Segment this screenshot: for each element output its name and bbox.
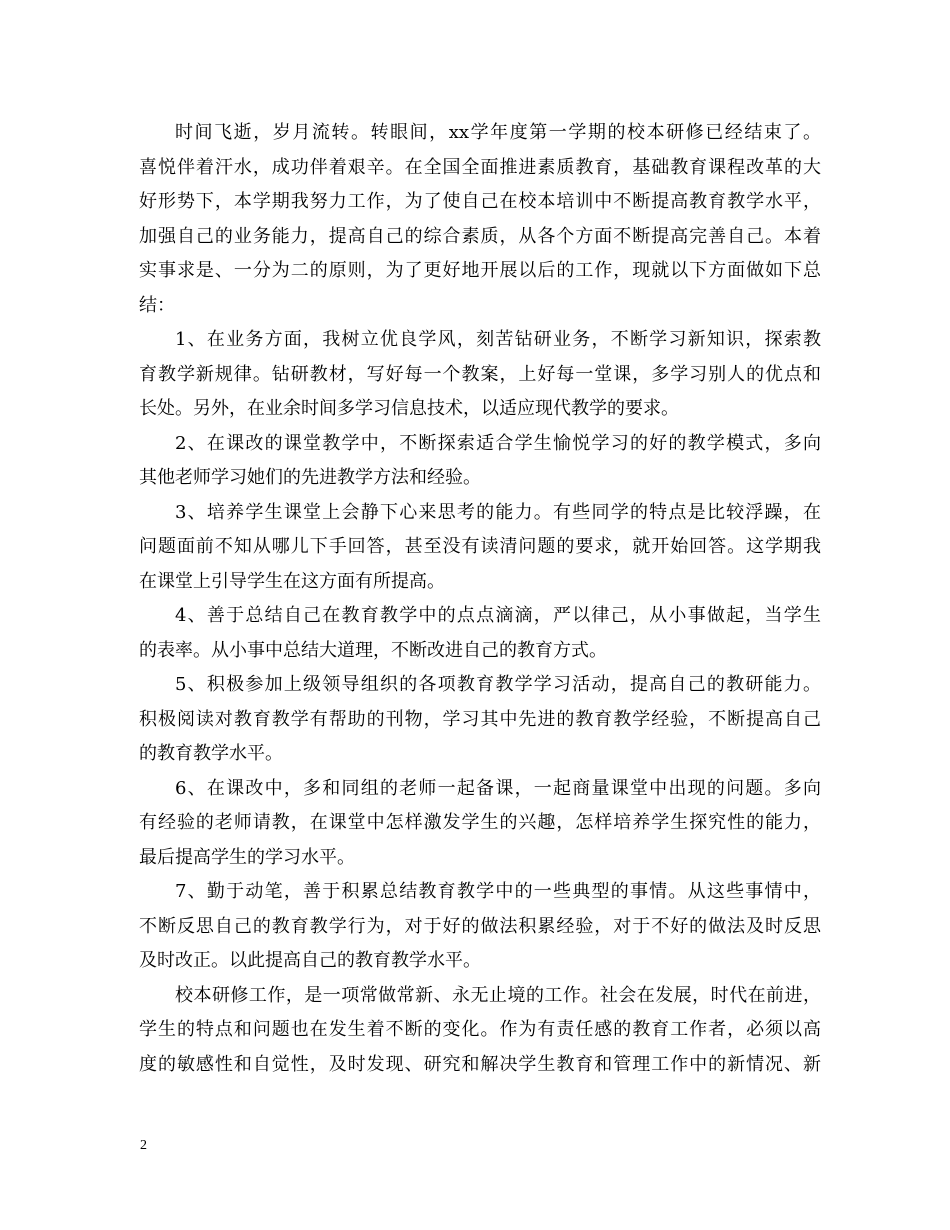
text-line: 好形势下，本学期我努力工作，为了使自己在校本培训中不断提高教育教学水平， (139, 191, 821, 212)
text-line: 6、在课改中，多和同组的老师一起备课，一起商量课堂中出现的问题。多向 (175, 777, 821, 799)
text-line: 实事求是、一分为二的原则，为了更好地开展以后的工作，现就以下方面做如下总 (139, 260, 821, 281)
text-line: 校本研修工作，是一项常做常新、永无止境的工作。社会在发展，时代在前进， (175, 984, 821, 1006)
paragraph-item-7 (139, 875, 821, 979)
paragraph-intro (139, 116, 821, 323)
text-line: 3、培养学生课堂上会静下心来思考的能力。有些同学的特点是比较浮躁，在 (175, 501, 821, 523)
paragraph-item-3 (139, 496, 821, 600)
text-line: 的表率。从小事中总结大道理，不断改进自己的教育方式。 (139, 639, 607, 661)
text-line: 学生的特点和问题也在发生着不断的变化。作为有责任感的教育工作者，必须以高 (139, 1019, 821, 1040)
text-line: 其他老师学习她们的先进教学方法和经验。 (139, 467, 481, 488)
text-line: 有经验的老师请教，在课堂中怎样激发学生的兴趣，怎样培养学生探究性的能力， (139, 812, 821, 833)
paragraph-item-6 (139, 772, 821, 876)
text-line: 1、在业务方面，我树立优良学风，刻苦钻研业务，不断学习新知识，探索教 (175, 329, 821, 350)
document-page (139, 116, 821, 1082)
text-line: 长处。另外，在业余时间多学习信息技术，以适应现代教学的要求。 (139, 398, 679, 419)
text-line: 最后提高学生的学习水平。 (139, 846, 355, 868)
text-line: 的教育教学水平。 (139, 743, 283, 764)
paragraph-item-4 (139, 599, 821, 668)
text-line: 积极阅读对教育教学有帮助的刊物，学习其中先进的教育教学经验，不断提高自己 (139, 708, 821, 730)
text-line: 2、在课改的课堂教学中，不断探索适合学生愉悦学习的好的教学模式，多向 (175, 432, 821, 454)
text-line: 4、善于总结自己在教育教学中的点点滴滴，严以律己，从小事做起，当学生 (175, 605, 821, 626)
paragraph-item-5 (139, 668, 821, 772)
text-line: 及时改正。以此提高自己的教育教学水平。 (139, 950, 481, 971)
paragraph-item-1 (139, 323, 821, 427)
page-number: 2 (140, 1138, 147, 1153)
text-line: 在课堂上引导学生在这方面有所提高。 (139, 570, 445, 592)
text-line: 加强自己的业务能力，提高自己的综合素质，从各个方面不断提高完善自己。本着 (139, 225, 821, 247)
paragraph-item-2 (139, 427, 821, 496)
text-line: 5、积极参加上级领导组织的各项教育教学学习活动，提高自己的教研能力。 (175, 674, 821, 695)
text-line: 度的敏感性和自觉性，及时发现、研究和解决学生教育和管理工作中的新情况、新 (139, 1053, 821, 1075)
text-line: 结： (139, 294, 175, 316)
paragraph-conclusion (139, 979, 821, 1083)
text-line: 时间飞逝，岁月流转。转眼间，xx学年度第一学期的校本研修已经结束了。 (175, 122, 821, 143)
text-line: 问题面前不知从哪儿下手回答，甚至没有读清问题的要求，就开始回答。这学期我 (139, 536, 821, 557)
text-line: 育教学新规律。钻研教材，写好每一个教案，上好每一堂课，多学习别人的优点和 (139, 363, 821, 385)
text-line: 喜悦伴着汗水，成功伴着艰辛。在全国全面推进素质教育，基础教育课程改革的大 (139, 156, 821, 178)
text-line: 不断反思自己的教育教学行为，对于好的做法积累经验，对于不好的做法及时反思 (139, 915, 821, 937)
text-line: 7、勤于动笔，善于积累总结教育教学中的一些典型的事情。从这些事情中， (175, 881, 821, 902)
